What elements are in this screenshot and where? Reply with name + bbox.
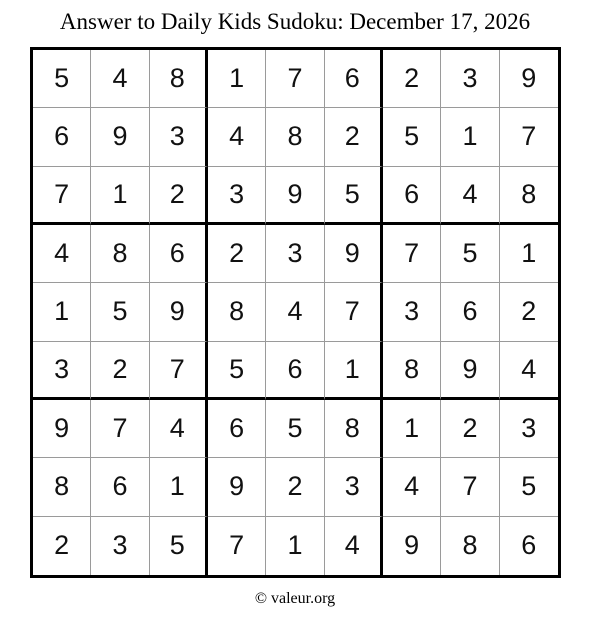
sudoku-cell: 5 [325,167,383,225]
sudoku-cell: 2 [383,50,441,108]
sudoku-cell: 8 [208,283,266,341]
sudoku-cell: 5 [33,50,91,108]
sudoku-cell: 3 [208,167,266,225]
sudoku-cell: 4 [33,225,91,283]
sudoku-cell: 6 [208,400,266,458]
sudoku-cell: 9 [33,400,91,458]
sudoku-cell: 9 [208,458,266,516]
sudoku-cell: 1 [266,517,324,575]
sudoku-cell: 2 [208,225,266,283]
sudoku-cell: 4 [208,108,266,166]
sudoku-cell: 7 [150,342,208,400]
sudoku-cell: 1 [441,108,499,166]
sudoku-cell: 5 [441,225,499,283]
sudoku-cell: 9 [383,517,441,575]
sudoku-cell: 5 [91,283,149,341]
sudoku-cell: 2 [91,342,149,400]
sudoku-cell: 5 [500,458,558,516]
sudoku-cell: 4 [325,517,383,575]
sudoku-cell: 2 [500,283,558,341]
sudoku-cell: 1 [325,342,383,400]
sudoku-cell: 1 [150,458,208,516]
sudoku-cell: 6 [266,342,324,400]
sudoku-cell: 8 [266,108,324,166]
sudoku-cell: 7 [441,458,499,516]
sudoku-grid [30,47,561,578]
sudoku-cell: 9 [500,50,558,108]
sudoku-cell: 3 [266,225,324,283]
sudoku-cell: 3 [150,108,208,166]
sudoku-cell: 3 [91,517,149,575]
sudoku-cell: 7 [500,108,558,166]
sudoku-cell: 2 [441,400,499,458]
sudoku-cell: 1 [208,50,266,108]
sudoku-cell: 8 [441,517,499,575]
sudoku-cell: 1 [91,167,149,225]
sudoku-cell: 7 [325,283,383,341]
sudoku-cell: 2 [150,167,208,225]
sudoku-cell: 9 [441,342,499,400]
sudoku-cell: 2 [325,108,383,166]
sudoku-cell: 5 [383,108,441,166]
sudoku-cell: 6 [325,50,383,108]
sudoku-cell: 3 [383,283,441,341]
sudoku-cell: 8 [150,50,208,108]
sudoku-cell: 4 [441,167,499,225]
sudoku-cell: 3 [500,400,558,458]
sudoku-cell: 1 [33,283,91,341]
sudoku-cell: 5 [266,400,324,458]
sudoku-cell: 9 [266,167,324,225]
sudoku-cell: 4 [91,50,149,108]
sudoku-cell: 6 [33,108,91,166]
sudoku-cell: 8 [91,225,149,283]
sudoku-cell: 6 [150,225,208,283]
sudoku-cell: 7 [266,50,324,108]
sudoku-cell: 4 [500,342,558,400]
sudoku-cell: 6 [383,167,441,225]
sudoku-cell: 7 [208,517,266,575]
sudoku-cell: 3 [33,342,91,400]
sudoku-cell: 6 [521,530,537,561]
sudoku-cell: 7 [33,167,91,225]
sudoku-cell: 8 [383,342,441,400]
sudoku-cell: 1 [500,225,558,283]
sudoku-cell: 9 [91,108,149,166]
sudoku-cell: 7 [383,225,441,283]
sudoku-cell: 3 [325,458,383,516]
sudoku-cell: 8 [500,167,558,225]
sudoku-cell: 4 [150,400,208,458]
sudoku-cell: 9 [150,283,208,341]
sudoku-cell: 4 [383,458,441,516]
sudoku-cell: 1 [383,400,441,458]
sudoku-cell: 5 [150,517,208,575]
copyright-footer: © valeur.org [254,590,336,607]
sudoku-cell: 7 [91,400,149,458]
sudoku-cell: 6 [91,458,149,516]
page-title: Answer to Daily Kids Sudoku: December 17, 2026 [59,9,531,34]
sudoku-cell: 4 [266,283,324,341]
sudoku-cell: 2 [266,458,324,516]
sudoku-cell: 9 [325,225,383,283]
sudoku-cell: 8 [33,458,91,516]
sudoku-cell: 2 [33,517,91,575]
sudoku-cell: 5 [208,342,266,400]
sudoku-cell: 8 [325,400,383,458]
sudoku-cell: 3 [441,50,499,108]
sudoku-cell: 6 [441,283,499,341]
